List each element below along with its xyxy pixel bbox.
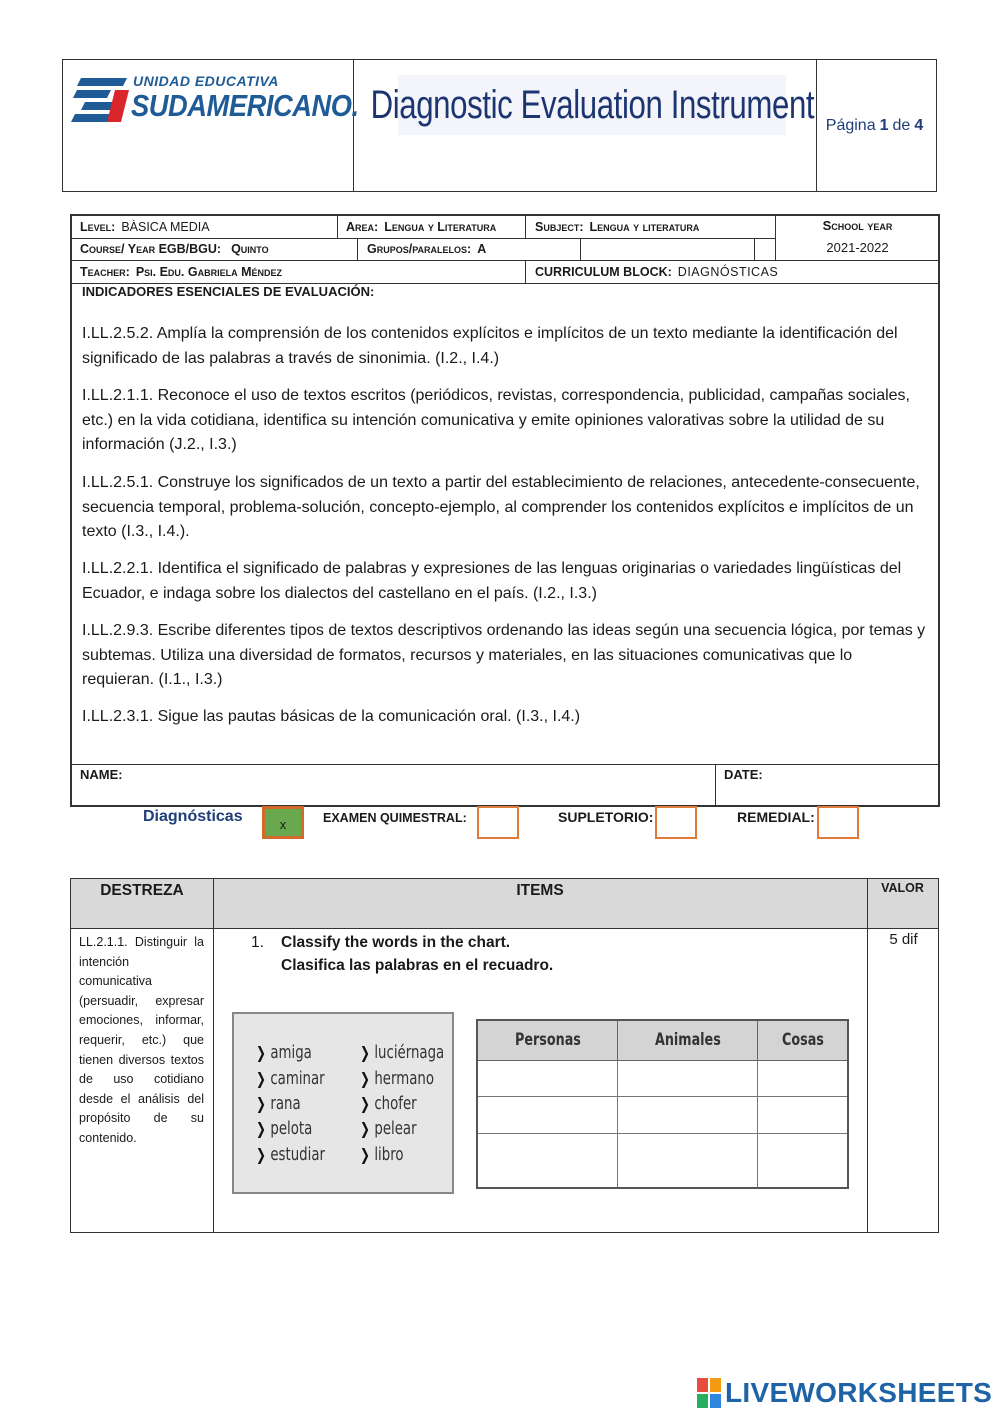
grupos-field <box>367 238 486 260</box>
level-field <box>80 216 210 238</box>
word-item[interactable]: ❯ rana <box>256 1093 301 1114</box>
divider <box>337 216 338 238</box>
chart-header-cosas: Cosas <box>758 1020 848 1060</box>
valor-header: VALOR <box>867 879 938 929</box>
indicator-item: I.LL.2.3.1. Sigue las pautas básicas de la comunicación oral. (I.3., I.4.) <box>82 708 581 725</box>
question-1 <box>251 931 553 977</box>
chart-drop-cell[interactable] <box>477 1133 618 1188</box>
classification-chart <box>476 1019 849 1189</box>
liveworksheets-wordmark: LIVEWORKSHEETS <box>725 1377 993 1408</box>
date-label: DATE: <box>724 766 763 782</box>
logo-subtitle: UNIDAD EDUCATIVA <box>133 73 279 89</box>
quimestral-checkbox[interactable] <box>477 806 519 839</box>
chart-drop-cell[interactable] <box>758 1097 848 1134</box>
teacher-value: Psi. Edu. Gabriela Méndez <box>135 264 282 279</box>
info-block <box>70 214 940 807</box>
subject-field <box>535 216 699 238</box>
subject-value: Lengua y literatura <box>589 220 700 234</box>
divider <box>213 879 214 1232</box>
word-item[interactable]: ❯ pelear <box>360 1118 417 1139</box>
word-item[interactable]: ❯ chofer <box>360 1093 417 1114</box>
supletorio-label: SUPLETORIO: <box>558 809 654 825</box>
word-item[interactable]: ❯ libro <box>360 1144 404 1165</box>
supletorio-checkbox[interactable] <box>655 806 697 839</box>
curriculum-value: DIAGNÓSTICAS <box>677 264 779 279</box>
chart-header-personas: Personas <box>477 1020 618 1060</box>
title-cell <box>354 60 817 191</box>
course-label: Course/ Year EGB/BGU: <box>80 242 222 256</box>
divider <box>580 238 581 260</box>
page-current: 1 <box>879 116 889 134</box>
destreza-header: DESTREZA <box>71 879 213 929</box>
curriculum-label: CURRICULUM BLOCK: <box>535 264 672 279</box>
area-label: Area: <box>346 220 379 234</box>
checkbox-mark: x <box>279 817 287 832</box>
word-item[interactable]: ❯ amiga <box>256 1042 312 1063</box>
items-header: ITEMS <box>213 879 867 929</box>
page-total: 4 <box>914 116 924 134</box>
page-prefix: Página <box>825 116 876 134</box>
items-table <box>70 878 939 1233</box>
title-box <box>370 75 814 135</box>
area-value: Lengua y Literatura <box>384 220 497 234</box>
name-label: NAME: <box>80 766 123 782</box>
word-item[interactable]: ❯ estudiar <box>256 1144 325 1165</box>
chart-drop-cell[interactable] <box>477 1060 618 1097</box>
question-number: 1. <box>251 934 264 951</box>
divider <box>357 238 358 260</box>
indicators-heading: INDICADORES ESENCIALES DE EVALUACIÓN: <box>82 284 375 299</box>
level-value: BÀSICA MEDIA <box>121 220 210 234</box>
teacher-label: Teacher: <box>80 264 130 279</box>
word-item[interactable]: ❯ luciérnaga <box>360 1042 444 1063</box>
course-field <box>80 238 269 260</box>
area-field <box>346 216 496 238</box>
indicator-item: I.LL.2.5.1. Construye los significados de un texto a partir del establecimiento de relaciones, antecedente-consecuente, secuencia temporal, problema-solución, concepto-ejemplo, al comprender los contenidos explícitos e implícitos de un texto (I.3., I.4.). <box>82 474 920 540</box>
remedial-label: REMEDIAL: <box>737 809 815 825</box>
document-header <box>62 59 937 192</box>
school-year-value: 2021-2022 <box>826 240 889 255</box>
diagnosticas-checkbox[interactable] <box>262 806 304 839</box>
grupos-value: A <box>477 242 487 256</box>
chart-drop-cell[interactable] <box>758 1060 848 1097</box>
question-es: Clasifica las palabras en el recuadro. <box>281 957 554 974</box>
divider <box>715 764 716 807</box>
word-item[interactable]: ❯ caminar <box>256 1068 325 1089</box>
divider <box>525 216 526 238</box>
word-list-card <box>232 1012 454 1194</box>
curriculum-field <box>535 260 778 283</box>
page-separator: de <box>892 116 911 134</box>
course-value: Quinto <box>231 242 269 256</box>
level-label: Level: <box>80 220 116 234</box>
divider <box>525 260 526 283</box>
quimestral-label: EXAMEN QUIMESTRAL: <box>323 811 467 825</box>
divider <box>754 238 755 260</box>
indicator-item: I.LL.2.1.1. Reconoce el uso de textos escritos (periódicos, revistas, correspondencia, publicidad, campañas sociales, etc.) en la vida cotidiana, identifica su intención comunicativa y emite opiniones valorativas sobre la utilidad de su información (J.2., I.3.) <box>82 387 910 453</box>
diagnosticas-label: Diagnósticas <box>143 808 243 825</box>
liveworksheets-logo-icon <box>697 1378 721 1408</box>
subject-label: Subject: <box>535 220 584 234</box>
school-year-label: School year <box>822 218 893 233</box>
word-item[interactable]: ❯ hermano <box>360 1068 434 1089</box>
remedial-checkbox[interactable] <box>817 806 859 839</box>
chart-drop-cell[interactable] <box>477 1097 618 1134</box>
liveworksheets-brand <box>697 1377 992 1409</box>
chart-drop-cell[interactable] <box>758 1133 848 1188</box>
destreza-text: LL.2.1.1. Distinguir la intención comunicativa (persuadir, expresar emociones, informar, requerir, etc.) que tienen diversos textos de uso cotidiano desde el análisis del propósito de su contenido. <box>79 935 204 1145</box>
teacher-field <box>80 260 282 283</box>
document-title: Diagnostic Evaluation Instrument <box>370 82 814 127</box>
school-logo <box>63 60 359 191</box>
chart-drop-cell[interactable] <box>618 1060 758 1097</box>
indicator-item: I.LL.2.9.3. Escribe diferentes tipos de textos descriptivos ordenando las ideas según una secuencia lógica, por temas y subtemas. Utiliza una diversidad de formatos, recursos y materiales, en las situaciones comunicativas que lo requieran. (I.1., I.3.) <box>82 622 926 688</box>
chart-drop-cell[interactable] <box>618 1133 758 1188</box>
word-item[interactable]: ❯ pelota <box>256 1118 312 1139</box>
indicator-item: I.LL.2.5.2. Amplía la comprensión de los contenidos explícitos e implícitos de un texto mediante la identificación del significado de las palabras a través de sinonimia. (I.2., I.4.) <box>82 325 898 367</box>
page-indicator <box>817 60 936 191</box>
valor-value: 5 dif <box>889 931 918 948</box>
indicator-item: I.LL.2.2.1. Identifica el significado de palabras y expresiones de las lenguas originarias o variedades lingüísticas del Ecuador, e indaga sobre los dialectos del castellano en el país. (I.2., I.3.) <box>82 560 902 602</box>
divider <box>72 764 940 765</box>
grupos-label: Grupos/paralelos: <box>367 242 472 256</box>
school-logo-icon <box>71 74 131 126</box>
chart-header-animales: Animales <box>618 1020 758 1060</box>
logo-name: SUDAMERICANO. <box>131 88 359 123</box>
question-en: Classify the words in the chart. <box>281 934 511 951</box>
chart-drop-cell[interactable] <box>618 1097 758 1134</box>
